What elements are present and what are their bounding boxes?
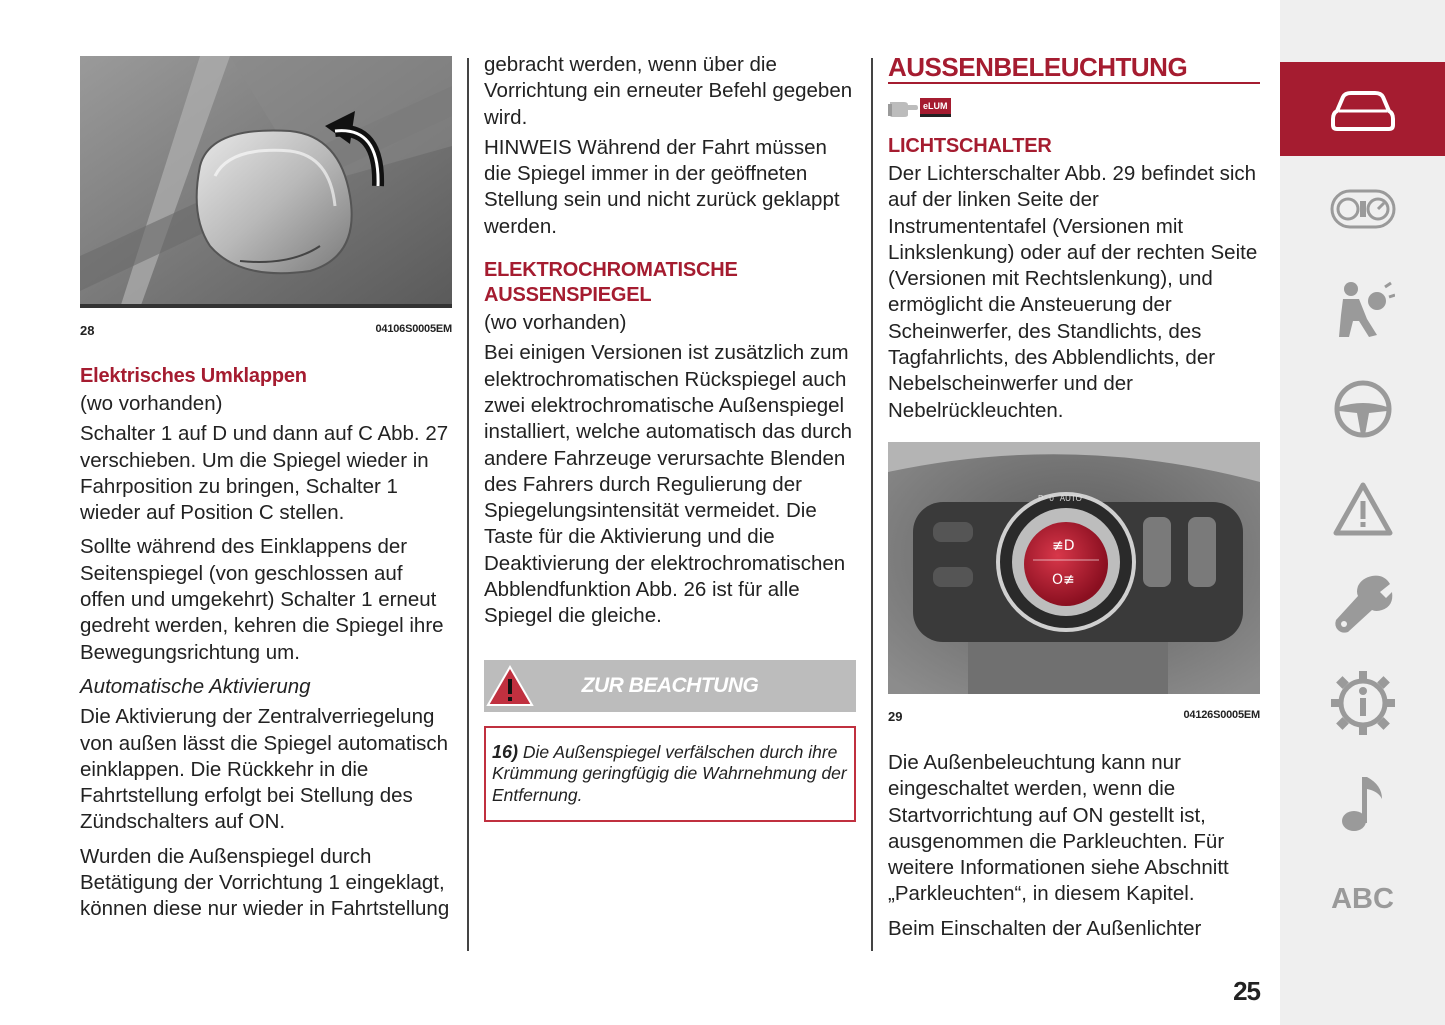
warning-triangle-icon [1332, 481, 1394, 537]
knob-label: 0 [1049, 493, 1054, 503]
paragraph: Sollte während des Einklappens der Seitenspiegel (von geschlossen auf offen und umgekehrt) Schalter 1 erneut gedreht werden, kehren die Spiegel ihre Bewegungsrichtung um. [80, 535, 444, 664]
sidebar-item-maintenance[interactable] [1280, 556, 1445, 650]
warning-header [484, 660, 856, 712]
sidebar-item-safety[interactable] [1280, 262, 1445, 356]
paragraph: gebracht werden, wenn über die Vorrichtung ein erneuter Befehl gegeben wird. [484, 53, 853, 129]
music-note-icon [1338, 773, 1388, 833]
sidebar-item-dashboard[interactable] [1280, 162, 1445, 256]
figure-29-caption [888, 709, 1260, 724]
knob-label: P [1038, 493, 1044, 503]
sidebar-item-technical-data[interactable] [1280, 656, 1445, 750]
light-switch-illustration [888, 442, 1260, 694]
info-gear-icon [1331, 671, 1395, 735]
column-divider [467, 58, 469, 951]
figure-code: 04106S0005EM [375, 323, 452, 335]
section-heading: ELEKTROCHROMATISCHE AUSSENSPIEGEL [484, 259, 738, 307]
warning-box [484, 726, 856, 823]
paragraph: Schalter 1 auf D und dann auf C Abb. 27 verschieben. Um die Spiegel wieder in Fahrposition zu bringen, Schalter 1 wieder auf Position C stellen. [80, 422, 449, 525]
figure-28 [80, 56, 452, 338]
sidebar-item-car[interactable] [1280, 62, 1445, 156]
sidebar-item-emergency[interactable] [1280, 462, 1445, 556]
instrument-cluster-icon [1330, 189, 1396, 229]
svg-text:≢D: ≢D [1052, 537, 1075, 554]
paragraph: Der Lichterschalter Abb. 29 befindet sich auf der linken Seite der Instrumententafel (Versionen mit Linkslenkung) oder auf der rechten Seite (Versionen mit Rechtslenkung), und ermöglicht die Ansteuerung der Scheinwerfer, des Standlichts, des Tagfahrlichts, des Abblendlichts, der Nebelscheinwerfer und der Nebelrückleuchten. [888, 162, 1258, 422]
mirror-illustration [80, 56, 452, 308]
section-heading: LICHTSCHALTER [888, 135, 1052, 157]
wrench-icon [1332, 572, 1394, 634]
column-2 [484, 52, 856, 822]
page-number: 25 [1233, 976, 1260, 1006]
warning-number: 16) [492, 741, 519, 762]
title-underline [888, 82, 1260, 84]
elum-label: eLUM [920, 98, 951, 117]
figure-29 [888, 442, 1260, 724]
figure-number: 29 [888, 708, 903, 724]
column-divider [871, 58, 873, 951]
sidebar-item-multimedia[interactable] [1280, 756, 1445, 850]
svg-text:O≢: O≢ [1052, 571, 1075, 588]
paragraph: (wo vorhanden) [484, 311, 627, 335]
warning-text: Die Außenspiegel verfälschen durch ihre Krümmung geringfügig die Wahrnehmung der Entfernung. [492, 741, 847, 805]
abc-index-label: ABC [1331, 882, 1394, 915]
paragraph: (wo vorhanden) [80, 392, 223, 415]
knob-labels [1038, 494, 1082, 503]
subheading-italic: Automatische Aktivierung [80, 674, 311, 698]
sidebar-item-index[interactable] [1280, 852, 1445, 946]
airbag-person-icon [1331, 279, 1395, 339]
warning-block [484, 660, 856, 823]
paragraph: Beim Einschalten der Außenlichter [888, 916, 1202, 940]
page-title: AUSSENBELEUCHTUNG [888, 52, 1188, 82]
figure-28-caption [80, 323, 452, 338]
knob-label: AUTO [1059, 493, 1082, 503]
sidebar-item-driving[interactable] [1280, 362, 1445, 456]
chapter-sidebar [1280, 0, 1445, 1025]
column-3 [888, 52, 1260, 950]
car-icon [1331, 85, 1395, 133]
steering-wheel-icon [1333, 379, 1393, 439]
pointing-hand-icon [888, 96, 918, 118]
paragraph: Die Aktivierung der Zentralverriegelung von außen lässt die Spiegel automatisch einklappen. Die Rückkehr in die Fahrtstellung erfolgt bei Stellung des Zündschalters auf ON. [80, 705, 449, 834]
paragraph: Wurden die Außenspiegel durch Betätigung der Vorrichtung 1 eingeklagt, können diese nur wieder in Fahrtstellung [80, 844, 450, 921]
elum-badge [888, 94, 1260, 120]
paragraph: Bei einigen Versionen ist zusätzlich zum elektrochromatischen Rückspiegel auch zwei elektrochromatische Außenspiegel installiert, welche automatisch das durch andere Fahrzeuge verursachte Blenden des Fahrers durch Regulierung der Spiegelungsintensität vermeidet. Die Taste für die Aktivierung und die Deaktivierung der elektrochromatischen Abblendfunktion Abb. 26 ist für alle Spiegel die gleiche. [484, 341, 853, 628]
column-1 [80, 56, 452, 931]
paragraph: HINWEIS Während der Fahrt müssen die Spiegel immer in der geöffneten Stellung sein und nicht zurück geklappt werden. [484, 135, 840, 238]
warning-title: ZUR BEACHTUNG [581, 673, 759, 697]
figure-number: 28 [80, 323, 95, 338]
paragraph: Die Außenbeleuchtung kann nur eingeschaltet werden, wenn die Startvorrichtung auf ON gestellt ist, ausgenommen die Parkleuchten. Für weitere Informationen siehe Abschnitt „Parkleuchten“, in diesem Kapitel. [888, 750, 1229, 906]
section-heading: Elektrisches Umklappen [80, 365, 307, 387]
figure-code: 04126S0005EM [1183, 708, 1260, 721]
